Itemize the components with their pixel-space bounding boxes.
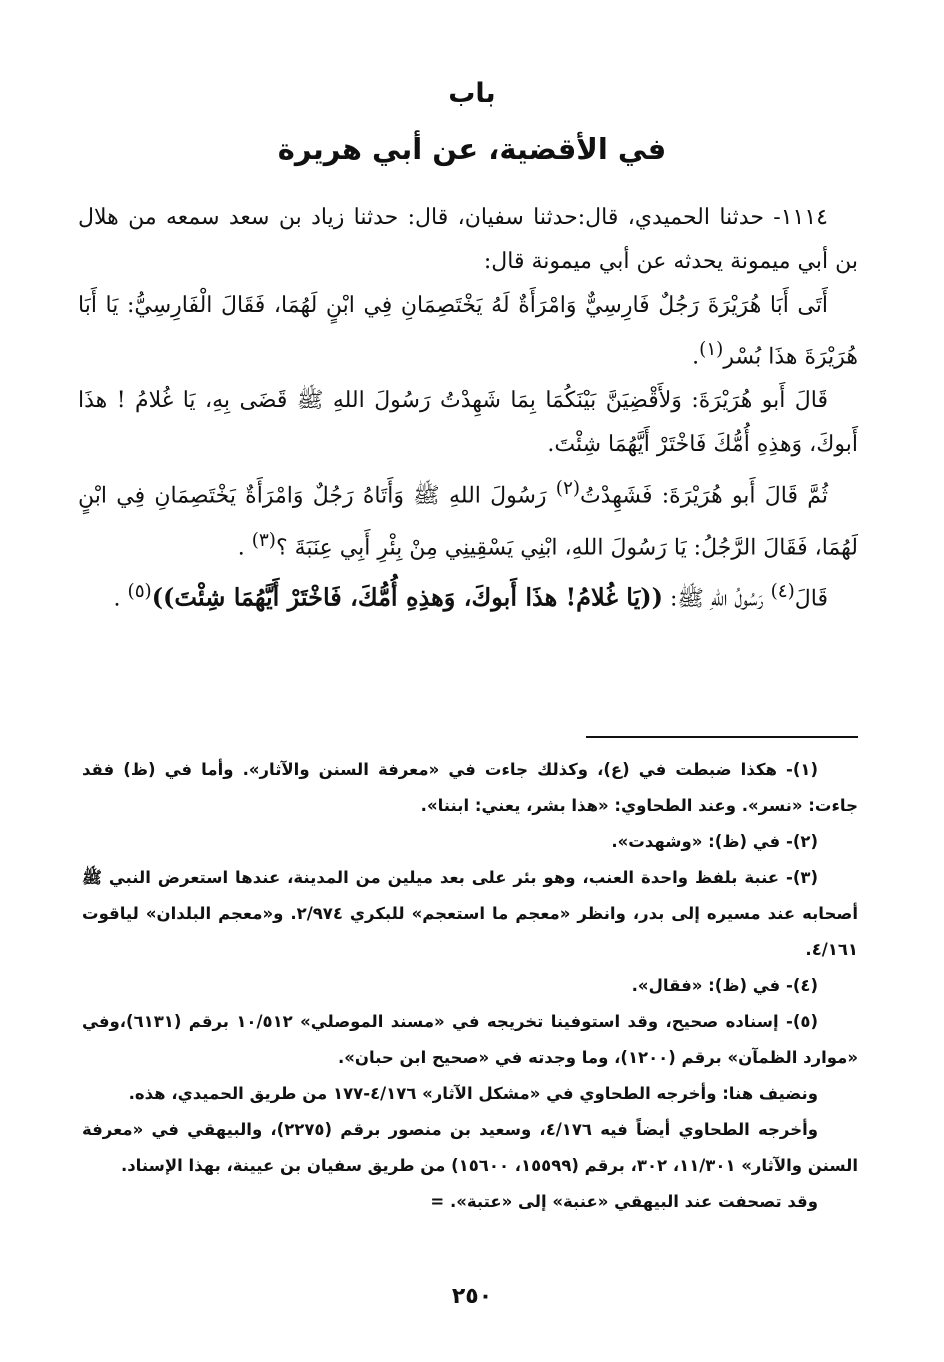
footnote-marker: (٥)	[127, 580, 152, 602]
hadith-text: رَسُولَ اللهِ ﷺ وَأَتَاهُ رَجُلٌ وَامْرَأَةٌ يَخْتَصِمَانِ فِي ابْنٍ لَهُمَا، فَقَالَ الرَّجُلُ: يَا رَسُولَ اللهِ، ابْنِي يَسْقِينِي مِنْ بِئْرِ أَبِي عِنَبَةَ ؟	[78, 483, 858, 560]
hadith-text: أَتَى أَبَا هُرَيْرَةَ رَجُلٌ فَارِسِيٌّ وَامْرَأَةٌ لَهُ يَخْتَصِمَانِ فِي ابْنٍ لَهُمَا، فَقَالَ الْفَارِسِيُّ: يَا أَبَا هُرَيْرَةَ هذَا بُسْر	[78, 293, 858, 370]
footnote-divider	[586, 736, 858, 738]
hadith-paragraph-2: قَالَ أَبو هُرَيْرَةَ: وَلأَقْضِيَنَّ بَيْنَكُمَا بِمَا شَهِدْتُ رَسُولَ اللهِ ﷺ قَضَى بِهِ، يَا غُلامُ ! هذَا أَبوكَ، وَهذِهِ أُمُّكَ فَاخْتَرْ أَيَّهُمَا شِئْتَ.	[78, 388, 858, 458]
hadith-text: رَسُولُ اللهِ ﷺ:	[662, 586, 771, 612]
footnote-3: (٣)- عنبة بلفظ واحدة العنب، وهو بئر على بعد ميلين من المدينة، عندها استعرض النبي ﷺ أصحابه عند مسيره إلى بدر، وانظر «معجم ما استعجم» للبكري ٢/٩٧٤. و«معجم البلدان» لياقوت ٤/١٦١.	[82, 868, 858, 959]
footnote-marker: (١)	[699, 339, 724, 360]
hadith-body	[78, 196, 858, 621]
footnotes	[82, 752, 858, 1220]
footnote-addition-2: وأخرجه الطحاوي أيضاً فيه ٤/١٧٦، وسعيد بن منصور برقم (٢٢٧٥)، والبيهقي في «معرفة السنن والآثار» ١١/٣٠١، ٣٠٢، برقم (١٥٥٩٩، ١٥٦٠٠) من طريق سفيان بن عيينة، بهذا الإسناد.	[82, 1120, 858, 1175]
chapter-label: باب	[448, 78, 496, 109]
footnote-marker: (٣)	[251, 529, 276, 551]
hadith-text: ثُمَّ قَالَ أَبو هُرَيْرَةَ: فَشَهِدْتُ	[579, 483, 828, 509]
footnote-marker: (٤)	[770, 580, 795, 602]
page-number: ٢٥٠	[451, 1284, 493, 1309]
footnote-2: (٢)- في (ظ): «وشهدت».	[611, 832, 818, 851]
footnote-addition-1: ونضيف هنا: وأخرجه الطحاوي في «مشكل الآثار» ٤/١٧٦-١٧٧ من طريق الحميدي، هذه.	[128, 1084, 818, 1103]
footnote-marker: (٢)	[555, 478, 580, 500]
footnote-5: (٥)- إسناده صحيح، وقد استوفينا تخريجه في «مسند الموصلي» ١٠/٥١٢ برقم (٦١٣١)،وفي «موارد الظمآن» برقم (١٢٠٠)، وما وجدته في «صحيح ابن حبان».	[82, 1012, 858, 1067]
hadith-paragraph-1	[78, 284, 858, 379]
footnote-4: (٤)- في (ظ): «فقال».	[631, 976, 818, 995]
prophet-speech: ((يَا غُلامُ! هذَا أَبوكَ، وَهذِهِ أُمُّكَ، فَاخْتَرْ أَيَّهُمَا شِئْتَ))	[151, 582, 663, 612]
hadith-paragraph-4	[78, 570, 858, 621]
punctuation: .	[237, 534, 252, 560]
punctuation: .	[113, 586, 128, 612]
hadith-paragraph-3	[78, 467, 858, 570]
chapter-title: في الأقضية، عن أبي هريرة	[277, 132, 667, 166]
hadith-isnad: ١١١٤- حدثنا الحميدي، قال:حدثنا سفيان، قال: حدثنا زياد بن سعد سمعه من هلال بن أبي ميمونة يحدثه عن أبي ميمونة قال:	[78, 205, 858, 274]
footnote-addition-3: وقد تصحفت عند البيهقي «عنبة» إلى «عتبة». =	[430, 1192, 818, 1211]
punctuation: .	[692, 344, 700, 370]
footnote-1: (١)- هكذا ضبطت في (ع)، وكذلك جاءت في «معرفة السنن والآثار». وأما في (ظ) فقد جاءت: «نسر». وعند الطحاوي: «هذا بشر، يعني: ابننا».	[82, 760, 858, 815]
hadith-text: قَالَ	[794, 586, 828, 612]
